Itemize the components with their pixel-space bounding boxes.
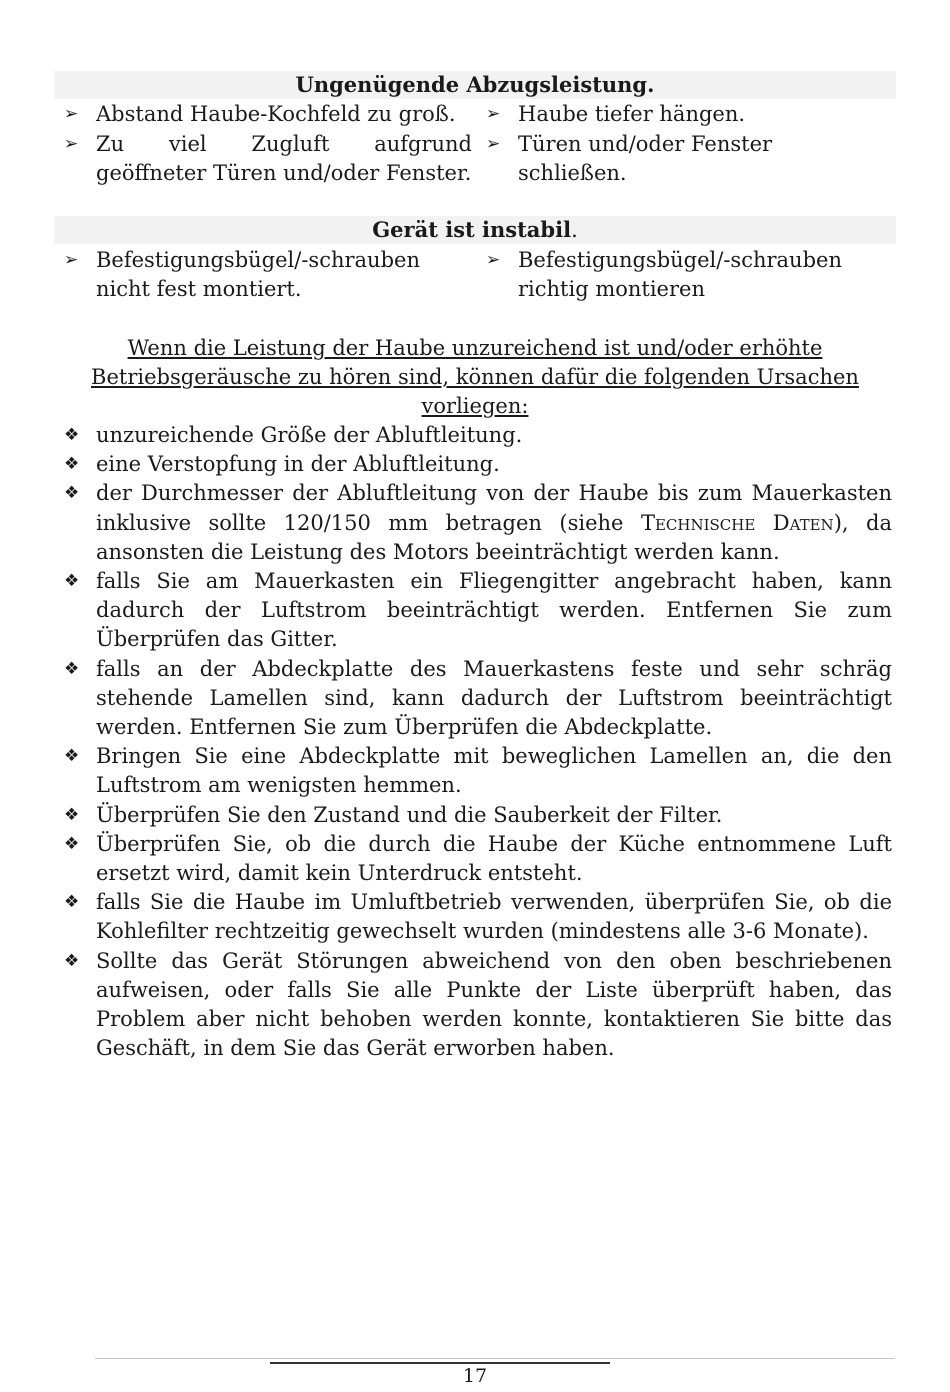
arrow-bullet-icon: ➢ [486,250,501,270]
arrow-bullet-icon: ➢ [486,104,501,124]
list-item: ❖ der Durchmesser der Abluftleitung von der Haube bis zum Mauerkasten inklusive sollte 120/150 mm betragen (siehe Technische Daten), da ansonsten die Leistung des Motors beeinträchtigt werden kann. [64,481,892,564]
cause-cell: ➢ Zu viel Zugluft aufgrund geöffneter Türen und/oder Fenster. [64,132,472,185]
diamond-bullet-icon: ❖ [64,833,80,854]
causes-list [64,421,892,1063]
diamond-bullet-icon: ❖ [64,425,80,445]
list-item: ❖ eine Verstopfung in der Abluftleitung. [64,450,892,479]
list-item: ❖ falls Sie die Haube im Umluftbetrieb verwenden, überprüfen Sie, ob die Kohlefilter rechtzeitig gewechselt wurden (mindestens alle 3-6 Monate). [64,890,892,944]
arrow-bullet-icon: ➢ [64,134,79,154]
causes-heading: Wenn die Leistung der Haube unzureichend ist und/oder erhöhte Betriebsgeräusche zu hören sind, können dafür die folgenden Ursachen vorliegen: [91,336,859,418]
troubleshoot-row [0,130,950,190]
list-item: ❖ Überprüfen Sie, ob die durch die Haube der Küche entnommene Luft ersetzt wird, damit kein Unterdruck entsteht. [64,831,892,886]
list-item: ❖ unzureichende Größe der Abluftleitung. [64,421,892,450]
section-title-insufficient-extraction: Ungenügende Abzugsleistung. [54,71,896,99]
remedy-cell: ➢ Befestigungsbügel/-schrauben richtig montieren [486,248,842,301]
diamond-bullet-icon: ❖ [64,454,80,475]
diamond-bullet-icon: ❖ [64,892,80,913]
list-item: ❖ Bringen Sie eine Abdeckplatte mit beweglichen Lamellen an, die den Luftstrom am wenigsten hemmen. [64,744,892,798]
arrow-bullet-icon: ➢ [64,250,79,270]
arrow-bullet-icon: ➢ [64,104,79,124]
troubleshoot-row [0,100,950,130]
cause-cell: ➢ Befestigungsbügel/-schrauben nicht fest montiert. [64,248,420,301]
section-title-unstable-device: Gerät ist instabil. [54,216,896,244]
remedy-cell: ➢ Haube tiefer hängen. [486,100,886,129]
page-number: 17 [462,1365,488,1387]
list-item: ❖ Überprüfen Sie den Zustand und die Sauberkeit der Filter. [64,801,892,830]
troubleshoot-row [0,246,950,306]
cause-cell: ➢ Abstand Haube-Kochfeld zu groß. [64,100,472,129]
technical-data-reference: Technische Daten [640,510,834,535]
arrow-bullet-icon: ➢ [486,134,501,154]
diamond-bullet-icon: ❖ [64,658,80,679]
diamond-bullet-icon: ❖ [64,571,80,592]
list-item: ❖ falls an der Abdeckplatte des Mauerkastens feste und sehr schräg stehende Lamellen sind, kann dadurch der Luftstrom beeinträchtigt werden. Entfernen Sie zum Überprüfen die Abdeckplatte. [64,656,892,740]
diamond-bullet-icon: ❖ [64,483,80,504]
diamond-bullet-icon: ❖ [64,950,80,971]
list-item: ❖ falls Sie am Mauerkasten ein Fliegengitter angebracht haben, kann dadurch der Luftstrom beeinträchtigt werden. Entfernen Sie zum Überprüfen das Gitter. [64,569,892,652]
list-item: ❖ Sollte das Gerät Störungen abweichend von den oben beschriebenen aufweisen, oder falls Sie alle Punkte der Liste überprüft haben, das Problem aber nicht behoben werden konnte, kontaktieren Sie bitte das Geschäft, in dem Sie das Gerät erworben haben. [64,948,892,1061]
diamond-bullet-icon: ❖ [64,746,80,767]
remedy-cell: ➢ Türen und/oder Fenster schließen. [486,132,773,185]
diamond-bullet-icon: ❖ [64,804,80,825]
